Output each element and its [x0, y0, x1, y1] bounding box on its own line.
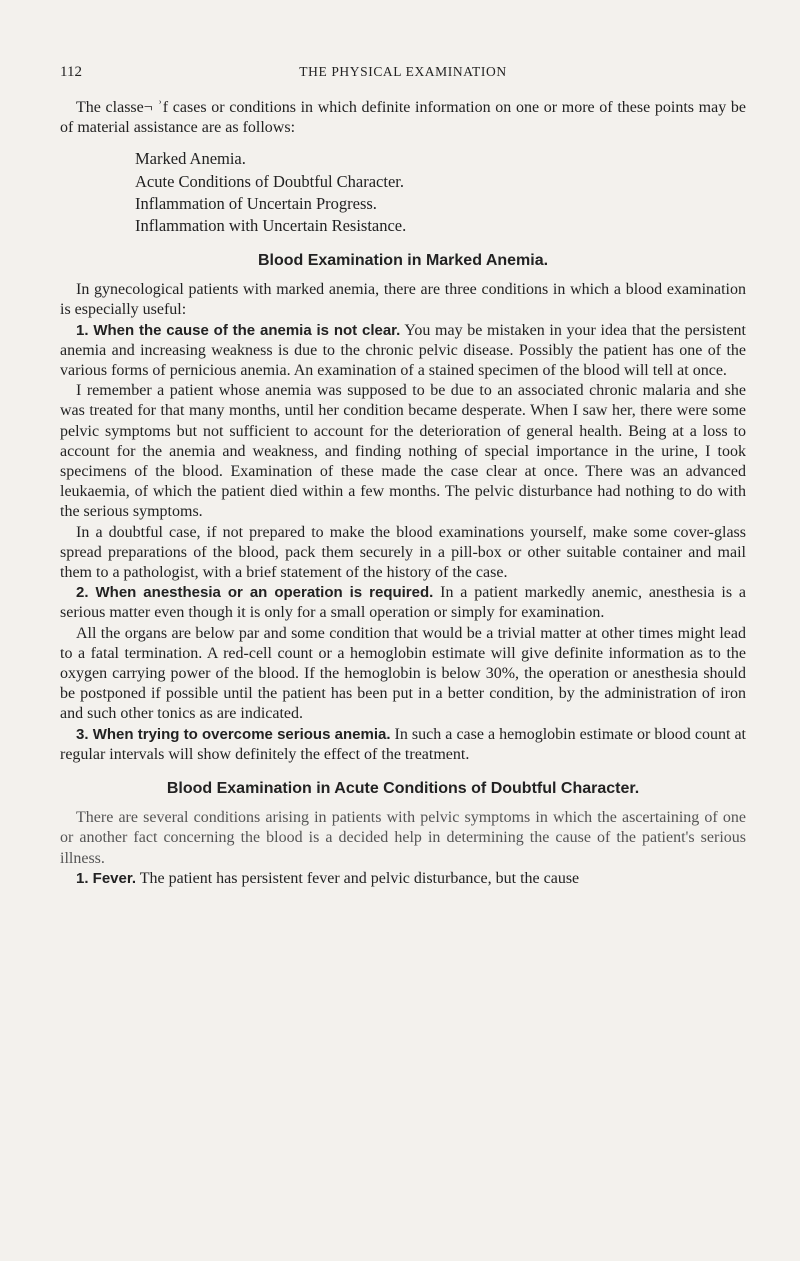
paragraph-text: The patient has persistent fever and pelvic disturbance, but the cause [136, 869, 580, 887]
page-number: 112 [60, 64, 82, 80]
condition-item: Marked Anemia. [135, 149, 246, 169]
paragraph: In gynecological patients with marked anemia, there are three conditions in which a blood examination is especially useful: [60, 281, 746, 319]
numbered-paragraph [60, 583, 746, 623]
paragraph: In a doubtful case, if not prepared to make the blood examinations yourself, make some cover-glass spread preparations of the blood, pack them securely in a pill-box or other suitable container and mail them to a pathologist, with a brief statement of the history of the case. [60, 523, 746, 582]
paragraph: There are several conditions arising in patients with pelvic symptoms in which the ascertaining of one or another fact concerning the blood is a decided help in determining the cause of the patient's serious illness. [60, 809, 746, 867]
running-head: THE PHYSICAL EXAMINATION [299, 64, 507, 79]
page-header [60, 64, 746, 84]
conditions-list [60, 148, 746, 237]
numbered-lead: 1. Fever. [76, 869, 137, 887]
section-heading-marked-anemia: Blood Examination in Marked Anemia. [257, 252, 549, 270]
condition-item: Inflammation with Uncertain Resistance. [135, 216, 407, 236]
numbered-paragraph [60, 725, 746, 765]
page-body [60, 98, 746, 889]
numbered-paragraph [60, 321, 746, 382]
numbered-paragraph [60, 869, 746, 889]
numbered-lead: 2. When anesthesia or an operation is required. [76, 584, 434, 602]
section-heading-acute-conditions: Blood Examination in Acute Conditions of Doubtful Character. [166, 780, 640, 798]
condition-item: Inflammation of Uncertain Progress. [135, 193, 377, 213]
numbered-lead: 3. When trying to overcome serious anemia. [76, 725, 391, 743]
paragraph-text: You may be mistaken in your idea that the persistent anemia and increasing weakness is due to the chronic pelvic disease. Possibly the patient has one of the various forms of pernicious anemia. An examination of a stained specimen of the blood will tell at once. [60, 321, 746, 380]
paragraph-text: In such a case a hemoglobin estimate or blood count at regular intervals will show definitely the effect of the treatment. [60, 725, 746, 763]
paragraph-text: In a patient markedly anemic, anesthesia is a serious matter even though it is only for a small operation or simply for examination. [60, 584, 746, 622]
condition-item: Acute Conditions of Doubtful Character. [135, 171, 404, 191]
paragraph: I remember a patient whose anemia was supposed to be due to an associated chronic malaria and she was treated for that many months, until her condition became desperate. When I saw her, there were some pelvic symptoms but not sufficient to account for the deterioration of general health. Being at a loss to account for the anemia and weakness, and finding nothing of special importance in the urine, I took specimens of the blood. Examination of these made the case clear at once. There was an advanced leukaemia, of which the patient died within a few months. The pelvic disturbance had nothing to do with the serious symptoms. [60, 382, 746, 521]
paragraph: All the organs are below par and some condition that would be a trivial matter at other times might lead to a fatal termination. A red-cell count or a hemoglobin estimate will give definite information as to the oxygen carrying power of the blood. If the hemoglobin is below 30%, the operation or anesthesia should be postponed if possible until the patient has been put in a better condition, by the administration of iron and such other tonics as are indicated. [60, 624, 746, 723]
intro-paragraph: The classe¬ ʾf cases or conditions in which definite information on one or more of these points may be of material assistance are as follows: [60, 99, 746, 137]
numbered-lead: 1. When the cause of the anemia is not clear. [76, 321, 401, 339]
